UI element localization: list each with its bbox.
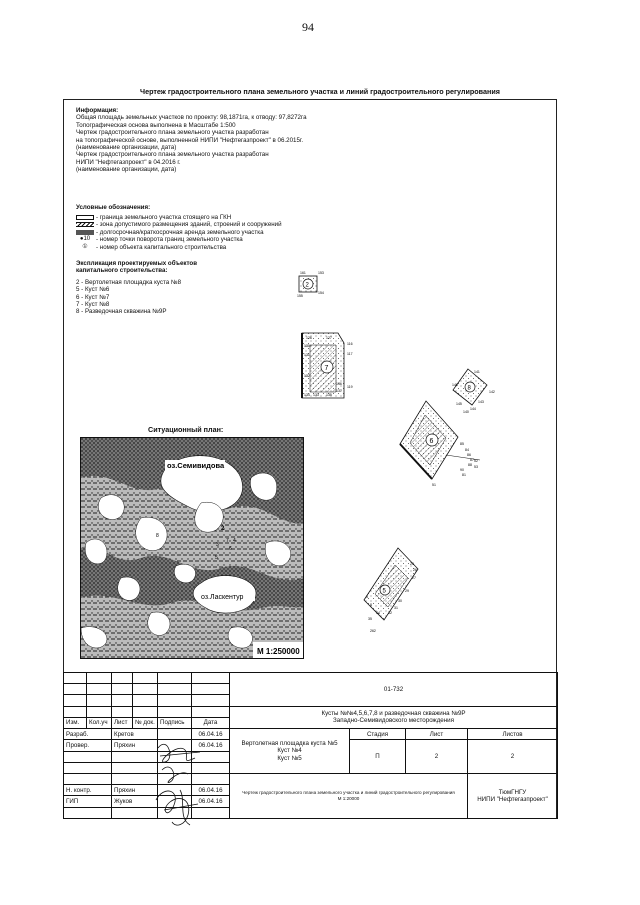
map-object-number: 3 (216, 542, 219, 548)
object-line: Куст №5 (277, 754, 302, 762)
stage-label: Стадия (350, 729, 406, 740)
point-label: 146 (452, 383, 458, 387)
point-label: 25 (410, 562, 414, 566)
situational-plan-label: Ситуационный план: (148, 425, 224, 434)
lake-semividova-label: оз.Семивидова (167, 461, 225, 470)
info-line: (наименование организации, дата) (76, 166, 177, 174)
point-label: 143 (478, 400, 484, 404)
explication-item: 6 - Куст №7 (76, 293, 110, 301)
name-norm-control: Пряхин (112, 785, 158, 796)
point-label: 53 (474, 465, 478, 469)
point-label: 30 (398, 599, 402, 603)
point-label: 84 (465, 448, 469, 452)
date-checker: 06.04.16 (192, 740, 230, 751)
parcel-8 (452, 369, 495, 414)
point-label: 136 (336, 382, 342, 386)
legend-text: - граница земельного участка стоящего на ГКН (96, 213, 232, 221)
point-label: 142 (489, 390, 495, 394)
explication-heading: капитального строительства: (76, 267, 168, 275)
role-gip: ГИП (64, 796, 112, 807)
parcel-number: 8 (467, 385, 471, 392)
legend-text: - номер точки поворота границ земельного участка (96, 236, 243, 244)
field-name: Западно-Семивидовского месторождения (333, 717, 454, 725)
sheets-value: 2 (468, 740, 558, 774)
parcel-5 (364, 548, 418, 633)
explication-heading: Экспликация проектируемых объектов (76, 260, 198, 267)
object-number-symbol: ① (82, 243, 88, 250)
point-label: 29 (405, 589, 409, 593)
stage-value: П (350, 740, 406, 774)
doc-code: 01-732 (383, 685, 404, 693)
map-scale-label: М 1:250000 (257, 647, 300, 656)
name-checker: Пряхин (112, 740, 158, 751)
point-label: 153 (318, 271, 324, 275)
sheet-value: 2 (406, 740, 468, 774)
sheets-label: Листов (468, 729, 558, 740)
parcel-7 (302, 333, 353, 398)
name-developer: Кретов (112, 729, 158, 740)
object-cell (230, 729, 350, 774)
point-label: 51 (432, 483, 436, 487)
point-label: 119 (347, 385, 353, 389)
object-line: Вертолетная площадка куста №5 (241, 740, 338, 748)
page-number: 94 (302, 20, 314, 34)
header-list: Лист (112, 717, 133, 728)
point-label: 262 (370, 629, 376, 633)
point-label: 141 (474, 370, 480, 374)
point-label: 126 (306, 336, 312, 340)
map-object-number: 5 (215, 555, 218, 561)
point-label: 137 (336, 389, 342, 393)
point-label: 135 (326, 393, 332, 397)
info-line: Чертеж градостроительного плана земельного участка разработан (76, 129, 269, 137)
point-label: 133 (313, 393, 319, 397)
project-title-cell (230, 706, 558, 728)
parcel-2 (297, 271, 324, 298)
legend-heading: Условные обозначения: (76, 204, 151, 211)
point-label: 155 (297, 294, 303, 298)
doc-code-cell (230, 673, 558, 707)
point-label: 27 (412, 576, 416, 580)
point-label: 132 (304, 374, 310, 378)
legend-text: - зона допустимого размещения зданий, строений и сооружений (96, 221, 282, 229)
map-object-number: 6 (229, 546, 232, 552)
explication-item: 7 - Куст №8 (76, 301, 110, 309)
page-title: Чертеж градостроительного плана земельного участка и линий градостроительного регулирования (140, 87, 500, 96)
info-heading: Информация: (76, 107, 119, 114)
map-object-number: 4 (233, 538, 236, 544)
point-label: 131 (304, 353, 310, 357)
role-norm-control: Н. контр. (64, 785, 112, 796)
drawing-name-cell (230, 773, 468, 818)
name-gip: Жуков (112, 796, 158, 807)
parcel-number: 6 (429, 438, 434, 445)
situational-map-drawing (81, 438, 304, 659)
header-date: Дата (192, 717, 230, 728)
point-label: 86 (467, 453, 471, 457)
date-developer: 06.04.16 (192, 729, 230, 740)
header-signature: Подпись (158, 717, 192, 728)
point-label: 3 (366, 595, 368, 599)
lake-laskentur-label: оз.Ласкентур (201, 594, 244, 601)
info-line: Общая площадь земельных участков по проекту: 98,1871га, к отводу: 97,8272га (76, 114, 307, 122)
point-label: 130 (304, 344, 310, 348)
legend-text: - долгосрочная/краткосрочная аренда земельного участка (96, 228, 264, 236)
org-line1: ТюмГНГУ (498, 788, 527, 796)
legend-text: - номер объекта капитального строительства (96, 243, 227, 251)
turn-point-symbol: ●10 (79, 236, 91, 243)
org-line2: НИПИ "Нефтегазпроект" (477, 795, 548, 803)
parcel-number: 2 (305, 282, 309, 289)
organization-cell (468, 773, 558, 818)
point-label: 90 (460, 468, 464, 472)
point-label: 116 (347, 342, 353, 346)
point-label: 117 (347, 352, 353, 356)
info-line: (наименование организации, дата) (76, 144, 177, 152)
info-line: НИПИ "Нефтегазпроект" в 04.2016 г. (76, 158, 181, 166)
point-label: 140 (463, 410, 469, 414)
info-line: на топографической основе, выполненной НИПИ "Нефтегазпроект" в 06.2015г. (76, 136, 304, 144)
point-label: 35 (368, 617, 372, 621)
date-gip: 06.04.16 (192, 796, 230, 807)
point-label: 88 (468, 463, 472, 467)
project-title: Кусты №№4,5,6,7,8 и разведочная скважина №9Р (321, 710, 466, 718)
point-label: 87 (470, 458, 474, 462)
point-label: 161 (300, 271, 306, 275)
point-label: 134 (304, 393, 310, 397)
parcel-number: 5 (382, 588, 386, 595)
drawing-scale: М 1:20000 (337, 795, 360, 801)
map-object-number: 2 (221, 526, 225, 532)
info-line: Топографическая основа выполнена в Масштабе 1:500 (76, 121, 236, 129)
point-label: 154 (318, 291, 324, 295)
info-line: Чертеж градостроительного плана земельного участка разработан (76, 151, 269, 159)
explication-item: 2 - Вертолетная площадка куста №8 (76, 278, 182, 286)
point-label: 145 (456, 402, 462, 406)
point-label: 85 (460, 442, 464, 446)
point-label: 144 (470, 407, 476, 411)
point-label: 32 (388, 611, 392, 615)
date-norm-control: 06.04.16 (192, 785, 230, 796)
point-label: 8 (370, 603, 372, 607)
explication-item: 5 - Куст №6 (76, 286, 110, 294)
map-object-number: 7 (226, 538, 229, 544)
object-line: Куст №4 (277, 747, 302, 755)
header-izm: Изм. (64, 717, 87, 728)
role-developer: Разраб. (64, 729, 112, 740)
point-label: 31 (394, 606, 398, 610)
point-label: 52 (474, 459, 478, 463)
parcel-number: 7 (324, 365, 329, 372)
explication-item: 8 - Разведочная скважина №9Р (76, 308, 167, 316)
drawing-name: Чертеж градостроительного плана земельного участка и линий градостроительного регулирования (242, 790, 455, 796)
point-label: 34 (376, 611, 380, 615)
situational-map (80, 437, 304, 659)
map-object-number: 8 (156, 533, 159, 539)
role-checker: Провер. (64, 740, 112, 751)
title-block (63, 672, 557, 819)
point-label: 127 (326, 336, 332, 340)
sheet-label: Лист (406, 729, 468, 740)
point-label: 26 (413, 568, 417, 572)
header-doc-no: № док. (133, 717, 158, 728)
header-kol-uch: Кол.уч (87, 717, 112, 728)
point-label: 81 (462, 473, 466, 477)
